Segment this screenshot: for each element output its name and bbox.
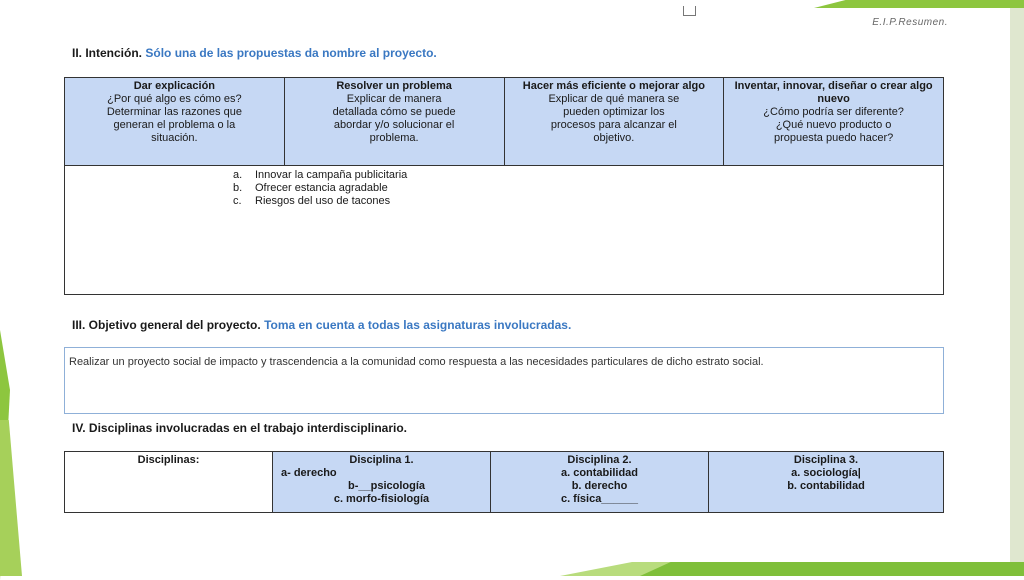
frame-right <box>1010 0 1024 576</box>
col-line: objetivo. <box>593 132 635 144</box>
objetivo-text-box[interactable]: Realizar un proyecto social de impacto y trascendencia a la comunidad como respuesta a las necesidades particulares de dicho estrato social. <box>64 347 944 414</box>
frame-left-accent-2 <box>0 420 22 576</box>
section-intencion-hint: Sólo una de las propuestas da nombre al proyecto. <box>145 46 437 60</box>
list-marker: c. <box>233 195 242 207</box>
col-line: detallada cómo se puede <box>332 106 456 118</box>
col-line: abordar y/o solucionar el <box>333 119 455 131</box>
col-title: Resolver un problema <box>336 80 452 92</box>
intencion-col-eficiente <box>504 78 724 166</box>
frame-bottom-accent <box>640 562 1024 576</box>
col-line: problema. <box>369 132 419 144</box>
col-line: ¿Cómo podría ser diferente? <box>763 106 904 118</box>
list-item-text: Ofrecer estancia agradable <box>255 182 388 194</box>
answer-list <box>233 169 937 208</box>
list-item-text: Innovar la campaña publicitaria <box>255 169 408 181</box>
disciplinas-table <box>64 451 944 513</box>
disciplina-2-cell[interactable] <box>491 452 709 513</box>
intencion-answer-cell[interactable] <box>65 166 944 295</box>
disciplina-title: Disciplina 2. <box>567 454 632 466</box>
col-line: pueden optimizar los <box>563 106 665 118</box>
section-intencion-title <box>72 46 437 60</box>
list-item-text: Riesgos del uso de tacones <box>255 195 391 207</box>
intencion-col-explicacion <box>65 78 285 166</box>
disciplina-title: Disciplina 1. <box>349 454 414 466</box>
frame-top-accent <box>814 0 1024 8</box>
col-line: Explicar de manera <box>346 93 442 105</box>
col-title: Dar explicación <box>133 80 216 92</box>
intencion-table <box>64 77 944 295</box>
col-line: generan el problema o la <box>113 119 236 131</box>
disciplina-item: c. física______ <box>560 493 639 505</box>
intencion-col-innovar <box>724 78 944 166</box>
section-objetivo-title <box>72 318 571 332</box>
list-item <box>233 182 937 195</box>
disciplina-item: a. sociología| <box>791 467 861 479</box>
col-line: Determinar las razones que <box>106 106 242 118</box>
disciplina-1-cell[interactable] <box>273 452 491 513</box>
list-marker: a. <box>233 169 243 181</box>
header-right-text: E.I.P.Resumen. <box>872 17 948 28</box>
section-intencion-label: II. Intención. <box>72 46 143 60</box>
col-line: ¿Qué nuevo producto o <box>775 119 892 131</box>
col-line: Explicar de qué manera se <box>548 93 680 105</box>
col-line: ¿Por qué algo es cómo es? <box>107 93 242 105</box>
list-item <box>233 195 937 208</box>
list-marker: b. <box>233 182 243 194</box>
section-objetivo-label: III. Objetivo general del proyecto. <box>72 318 261 332</box>
col-title: Hacer más eficiente o mejorar algo <box>522 80 705 92</box>
col-line: situación. <box>151 132 198 144</box>
col-line: procesos para alcanzar el <box>550 119 677 131</box>
disciplina-item: a. contabilidad <box>560 467 638 479</box>
section-objetivo-hint: Toma en cuenta a todas las asignaturas involucradas. <box>264 318 572 332</box>
disciplina-item: b. derecho <box>571 480 628 492</box>
disciplina-title: Disciplina 3. <box>793 454 859 466</box>
disciplina-item: c. morfo-fisiología <box>333 493 430 505</box>
disciplina-3-cell[interactable] <box>709 452 944 513</box>
disciplina-item: b-__psicología <box>347 480 426 492</box>
disciplinas-label: Disciplinas: <box>65 452 273 513</box>
col-line: propuesta puedo hacer? <box>773 132 894 144</box>
page-corner-mark <box>683 6 696 16</box>
section-disciplinas-title: IV. Disciplinas involucradas en el trabajo interdisciplinario. <box>72 421 407 435</box>
disciplina-item: b. contabilidad <box>787 480 865 492</box>
disciplina-item: a- derecho <box>281 467 337 479</box>
intencion-col-resolver <box>284 78 504 166</box>
col-title: Inventar, innovar, diseñar o crear algo nuevo <box>734 80 933 105</box>
list-item <box>233 169 937 182</box>
